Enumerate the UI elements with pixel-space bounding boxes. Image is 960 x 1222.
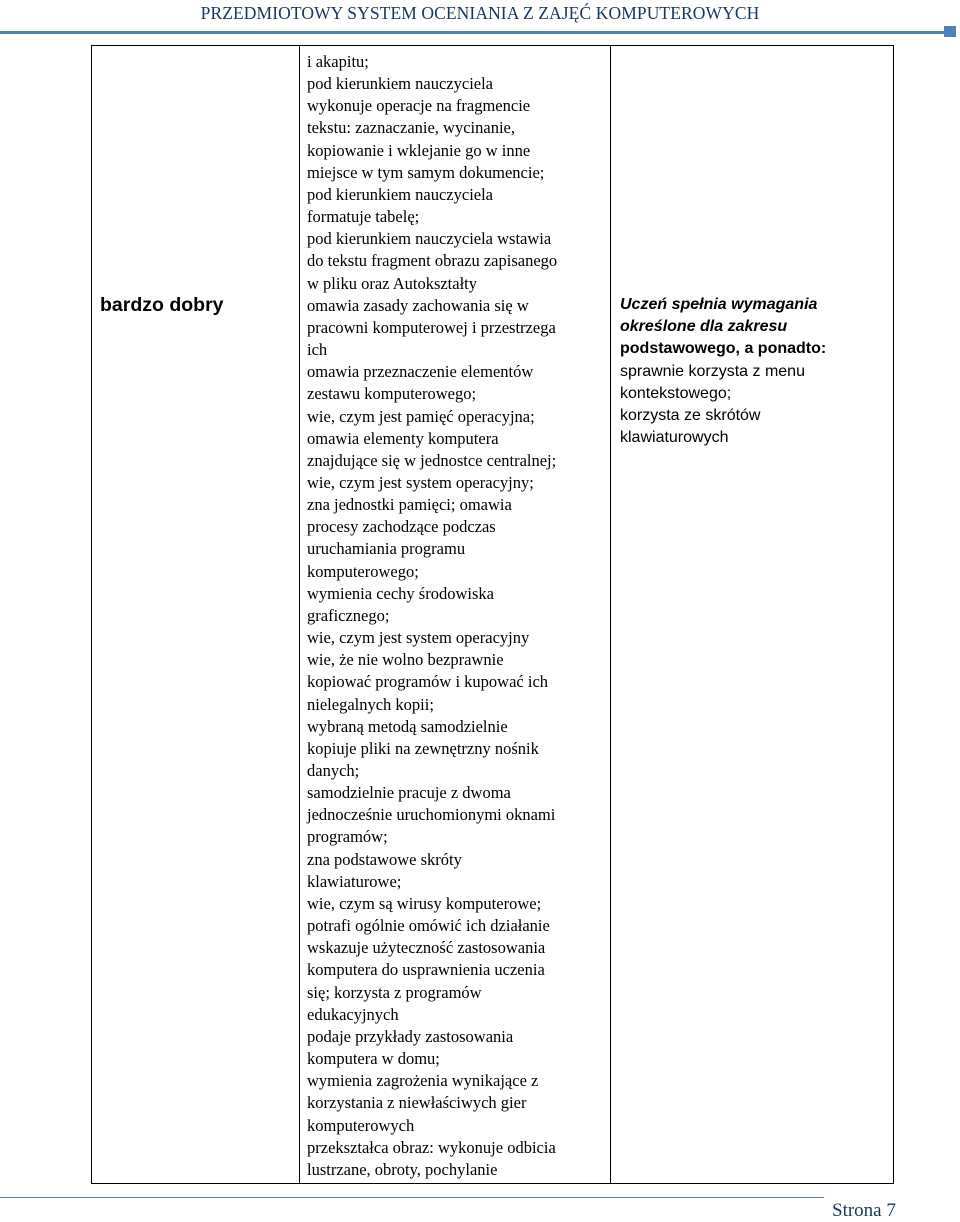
requirement-line: przekształca obraz: wykonuje odbicia (307, 1137, 556, 1157)
header-divider (0, 31, 944, 34)
requirement-line: ich (307, 340, 328, 360)
requirement-line: wykonuje operacje na fragmencie (307, 96, 531, 116)
requirement-line: programów; (307, 827, 388, 847)
requirement-line: klawiaturowe; (307, 871, 402, 891)
requirement-line: wie, że nie wolno bezprawnie (307, 650, 504, 670)
requirement-line: pod kierunkiem nauczyciela wstawia (307, 229, 552, 249)
requirement-line: edukacyjnych (307, 1004, 399, 1024)
requirement-line: jednocześnie uruchomionymi oknami (307, 805, 556, 825)
requirement-line: wie, czym jest system operacyjny; (307, 472, 534, 492)
advanced-item: kontekstowego; (620, 384, 732, 402)
requirement-line: samodzielnie pracuje z dwoma (307, 783, 511, 803)
table-column-divider (299, 46, 300, 1183)
requirement-line: zestawu komputerowego; (307, 384, 477, 404)
advanced-item: korzysta ze skrótów (620, 407, 761, 425)
requirement-line: znajdujące się w jednostce centralnej; (307, 450, 557, 470)
requirement-line: pod kierunkiem nauczyciela (307, 184, 494, 204)
requirement-line: omawia elementy komputera (307, 428, 499, 448)
requirement-line: komputera w domu; (307, 1049, 440, 1069)
page-number: Strona 7 (832, 1200, 896, 1221)
requirement-line: lustrzane, obroty, pochylanie (307, 1159, 498, 1179)
requirement-line: kopiuje pliki na zewnętrzny nośnik (307, 738, 539, 758)
requirement-line: pracowni komputerowej i przestrzega (307, 317, 556, 337)
requirement-line: i akapitu; (307, 52, 369, 71)
requirement-line: omawia przeznaczenie elementów (307, 362, 534, 382)
advanced-intro-line: określone dla zakresu (620, 318, 788, 336)
requirement-line: komputerowego; (307, 561, 419, 581)
requirement-line: korzystania z niewłaściwych gier (307, 1093, 527, 1113)
page-header (0, 0, 960, 36)
advanced-requirements-cell (620, 294, 890, 449)
requirement-line: komputerowych (307, 1115, 415, 1135)
requirement-line: do tekstu fragment obrazu zapisanego (307, 251, 558, 271)
requirement-line: zna podstawowe skróty (307, 849, 462, 869)
requirement-line: miejsce w tym samym dokumencie; (307, 162, 545, 182)
requirement-line: komputera do usprawnienia uczenia (307, 960, 545, 980)
requirement-line: się; korzysta z programów (307, 982, 482, 1002)
header-accent-block (944, 26, 956, 37)
requirement-line: wymienia zagrożenia wynikające z (307, 1071, 539, 1091)
requirement-line: podaje przykłady zastosowania (307, 1026, 514, 1046)
basic-requirements-list (307, 51, 607, 1181)
grade-requirements-table (91, 45, 894, 1184)
requirement-line: w pliku oraz Autokształty (307, 273, 478, 293)
requirement-line: wie, czym jest pamięć operacyjna; (307, 406, 535, 426)
advanced-item: sprawnie korzysta z menu (620, 362, 805, 380)
requirement-line: kopiować programów i kupować ich (307, 672, 549, 692)
requirement-line: danych; (307, 761, 360, 780)
requirement-line: kopiowanie i wklejanie go w inne (307, 140, 531, 160)
requirement-line: wie, czym są wirusy komputerowe; (307, 893, 542, 913)
requirement-line: procesy zachodzące podczas (307, 517, 496, 537)
requirement-line: wskazuje użyteczność zastosowania (307, 938, 546, 958)
requirement-line: graficznego; (307, 605, 390, 625)
requirement-line: pod kierunkiem nauczyciela (307, 74, 494, 94)
table-column-divider (610, 46, 611, 1183)
requirement-line: wymienia cechy środowiska (307, 583, 494, 603)
page-footer (0, 1192, 960, 1221)
requirement-line: tekstu: zaznaczanie, wycinanie, (307, 118, 515, 138)
requirement-line: wie, czym jest system operacyjny (307, 628, 530, 648)
requirement-line: formatuje tabelę; (307, 207, 420, 227)
requirement-line: nielegalnych kopii; (307, 694, 434, 714)
footer-divider (0, 1197, 824, 1198)
requirement-line: uruchamiania programu (307, 539, 466, 559)
advanced-scope-line: podstawowego, a ponadto: (620, 340, 827, 358)
document-title: PRZEDMIOTOWY SYSTEM OCENIANIA Z ZAJĘĆ KOMPUTEROWYCH (200, 3, 760, 23)
advanced-intro-line: Uczeń spełnia wymagania (620, 296, 818, 313)
requirement-line: potrafi ogólnie omówić ich działanie (307, 916, 550, 936)
requirement-line: zna jednostki pamięci; omawia (307, 495, 512, 515)
advanced-item: klawiaturowych (620, 429, 729, 447)
requirement-line: wybraną metodą samodzielnie (307, 716, 508, 736)
requirement-line: omawia zasady zachowania się w (307, 295, 529, 315)
grade-label: bardzo dobry (100, 294, 224, 316)
